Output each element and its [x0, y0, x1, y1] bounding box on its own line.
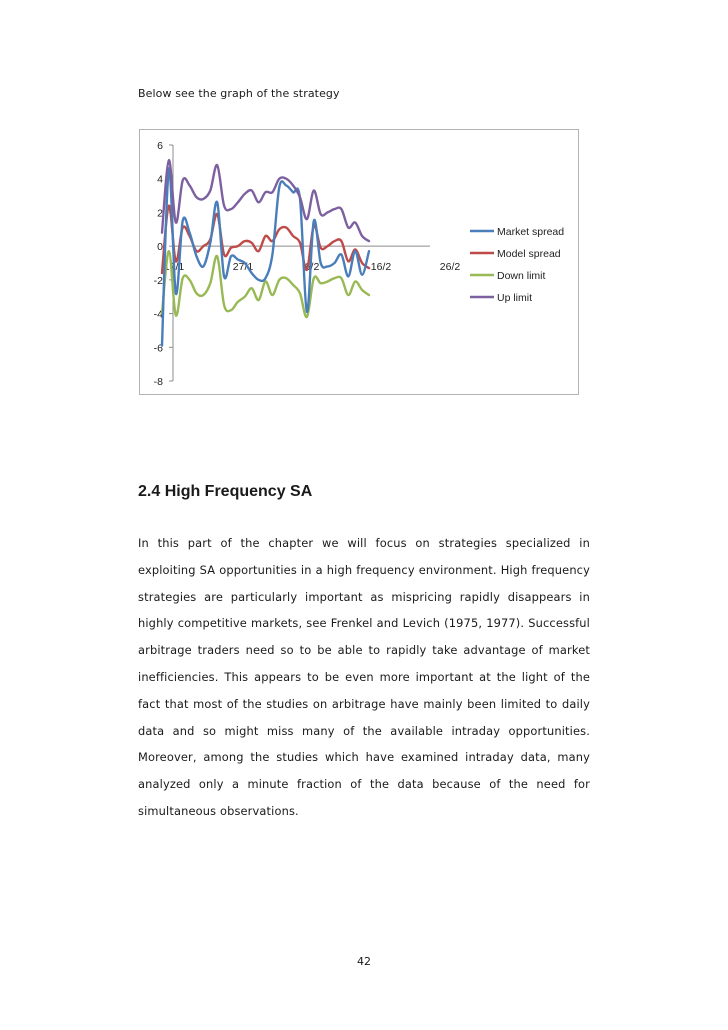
- y-tick-label: 0: [157, 241, 163, 254]
- legend-label-market-spread: Market spread: [497, 226, 565, 238]
- x-tick-label: 16/2: [370, 261, 392, 274]
- legend-label-down-limit: Down limit: [497, 270, 546, 282]
- x-tick-label: 27/1: [232, 261, 254, 274]
- y-tick-label: -8: [153, 376, 163, 388]
- x-tick-label: 26/2: [439, 261, 461, 274]
- series-line-down-limit: [162, 251, 369, 317]
- page-number: 42: [357, 955, 371, 968]
- legend-label-up-limit: Up limit: [497, 292, 533, 304]
- chart-svg: [140, 130, 578, 394]
- legend-label-model-spread: Model spread: [497, 248, 561, 260]
- intro-text: Below see the graph of the strategy: [138, 87, 340, 100]
- series-line-up-limit: [162, 160, 369, 241]
- series-line-model-spread: [162, 206, 369, 273]
- x-tick-label: 6/2: [304, 261, 320, 274]
- series-line-market-spread: [162, 168, 369, 345]
- x-tick-label: 17/1: [163, 261, 185, 274]
- y-tick-label: 4: [157, 173, 163, 186]
- y-tick-label: -2: [153, 274, 163, 287]
- y-tick-label: -6: [153, 342, 163, 355]
- y-tick-label: 2: [157, 207, 163, 220]
- strategy-chart: [139, 129, 579, 395]
- y-tick-label: -4: [153, 308, 163, 321]
- y-tick-label: 6: [157, 140, 163, 152]
- section-paragraph: In this part of the chapter we will focus on strategies specialized in exploiting SA opportunities in a high frequency environment. High frequency strategies are particularly important as mispricing rapidly disappears in highly competitive markets, see Frenkel and Levich (1975, 1977). Successful arbitrage traders need so to be able to rapidly take advantage of market inefficiencies. This appears to be even more important at the light of the fact that most of the studies on arbitrage have mainly been limited to daily data and so might miss many of the available intraday opportunities. Moreover, among the studies which have examined intraday data, many analyzed only a minute fraction of the data because of the need for simultaneous observations.: [138, 536, 590, 818]
- section-heading: 2.4 High Frequency SA: [138, 483, 313, 500]
